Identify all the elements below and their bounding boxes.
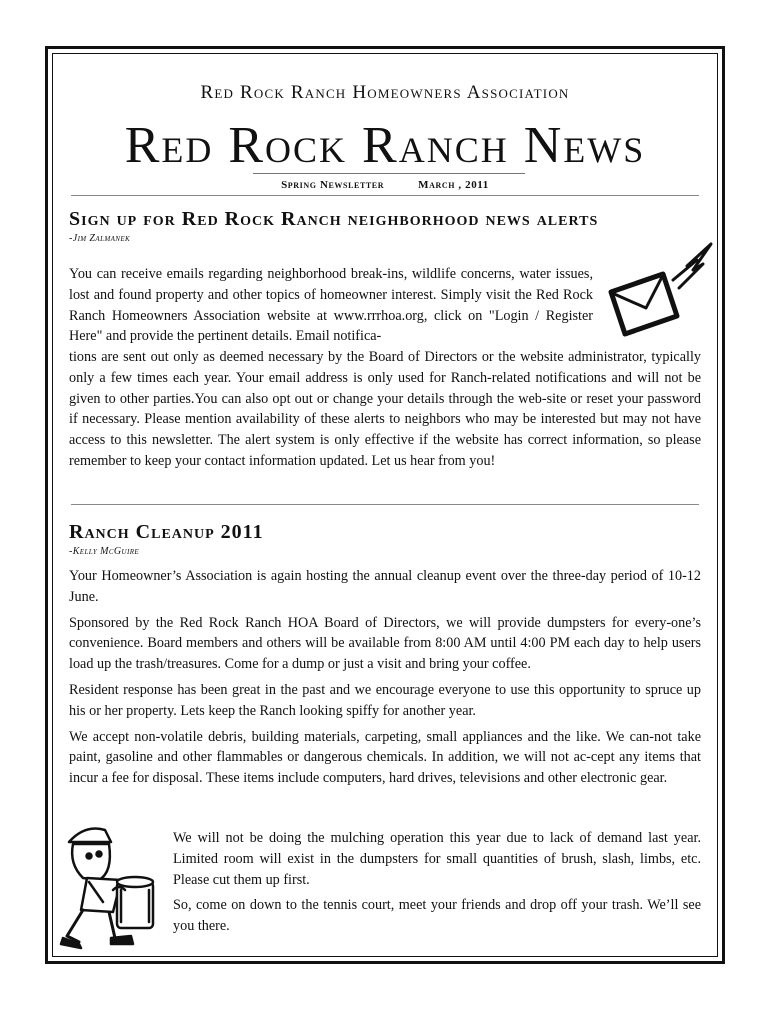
- cleanup-paragraph: We accept non-volatile debris, building materials, carpeting, small appliances and the like. We can-not take paint, gasoline and other flammables or dangerous chemicals. In addition, we will not ac-cept any items that incur a fee for disposal. These items include computers, hard drives, televisions and other electronic gear.: [69, 728, 701, 787]
- cleanup-paragraph: We will not be doing the mulching operation this year due to lack of demand last year. Limited room will exist in the dumpsters for small quantities of brush, slash, limbs, etc. Please cut them up first.: [173, 830, 701, 888]
- header-divider: [71, 195, 699, 196]
- cleanup-paragraph: Resident response has been great in the past and we encourage everyone to use this opportunity to spruce up his or her property. Lets keep the Ranch looking spiffy for another year.: [69, 681, 701, 719]
- alerts-section-author: -Jim Zalmanek: [69, 233, 131, 244]
- masthead-rule: [253, 173, 525, 174]
- cleanup-paragraph: So, come on down to the tennis court, meet your friends and drop off your trash. We’ll see you there.: [173, 897, 701, 935]
- newsletter-inner-frame: [52, 53, 718, 957]
- issue-date: March , 2011: [418, 179, 489, 191]
- alerts-section-title: Sign up for Red Rock Ranch neighborhood news alerts: [69, 208, 599, 230]
- cleanup-indented-body: [173, 828, 701, 942]
- edition-line: [53, 179, 717, 191]
- alerts-text-wrapped: You can receive emails regarding neighborhood break-ins, wildlife concerns, water issues, lost and found property and other topics of homeowner interest. Simply visit the Red Rock Ranch Homeowners Association website at www.rrrhoa.org, click on "Login / Register Here" and provide the pertinent details. Email notifica-: [69, 266, 593, 345]
- cleanup-paragraph: Your Homeowner’s Association is again hosting the annual cleanup event over the three-day period of 10-12 June.: [69, 568, 701, 605]
- newsletter-title: Red Rock Ranch News: [124, 117, 646, 174]
- newsletter-frame: [45, 46, 725, 964]
- cleanup-section-title: Ranch Cleanup 2011: [69, 521, 264, 543]
- section-divider: [71, 504, 699, 505]
- email-envelope-icon: [605, 240, 717, 340]
- man-carrying-trash-can-icon: [59, 820, 171, 952]
- association-name: Red Rock Ranch Homeowners Association: [200, 82, 570, 103]
- cleanup-section-author: -Kelly McGuire: [69, 546, 140, 557]
- cleanup-paragraph: Sponsored by the Red Rock Ranch HOA Board of Directors, we will provide dumpsters for every-one’s convenience. Board members and others will be available from 8:00 AM until 4:00 PM each day to help users load up the trash/treasures. Come for a dump or just a visit and bring your coffee.: [69, 614, 701, 673]
- edition-label: Spring Newsletter: [281, 179, 385, 191]
- alerts-text-full: tions are sent out only as deemed necessary by the Board of Directors or the website administrator, typically only a few times each year. Your email address is only used for Ranch-related notifications and will not be given to other parties.You can also opt out or change your details through the web-site or reset your password if necessary. Please mention availability of these alerts to neighbors who may be interested but may not have access to this newsletter. The alert system is only effective if the website has correct information, so please remember to keep your contact information updated. Let us hear from you!: [69, 349, 701, 469]
- cleanup-body: [69, 566, 701, 794]
